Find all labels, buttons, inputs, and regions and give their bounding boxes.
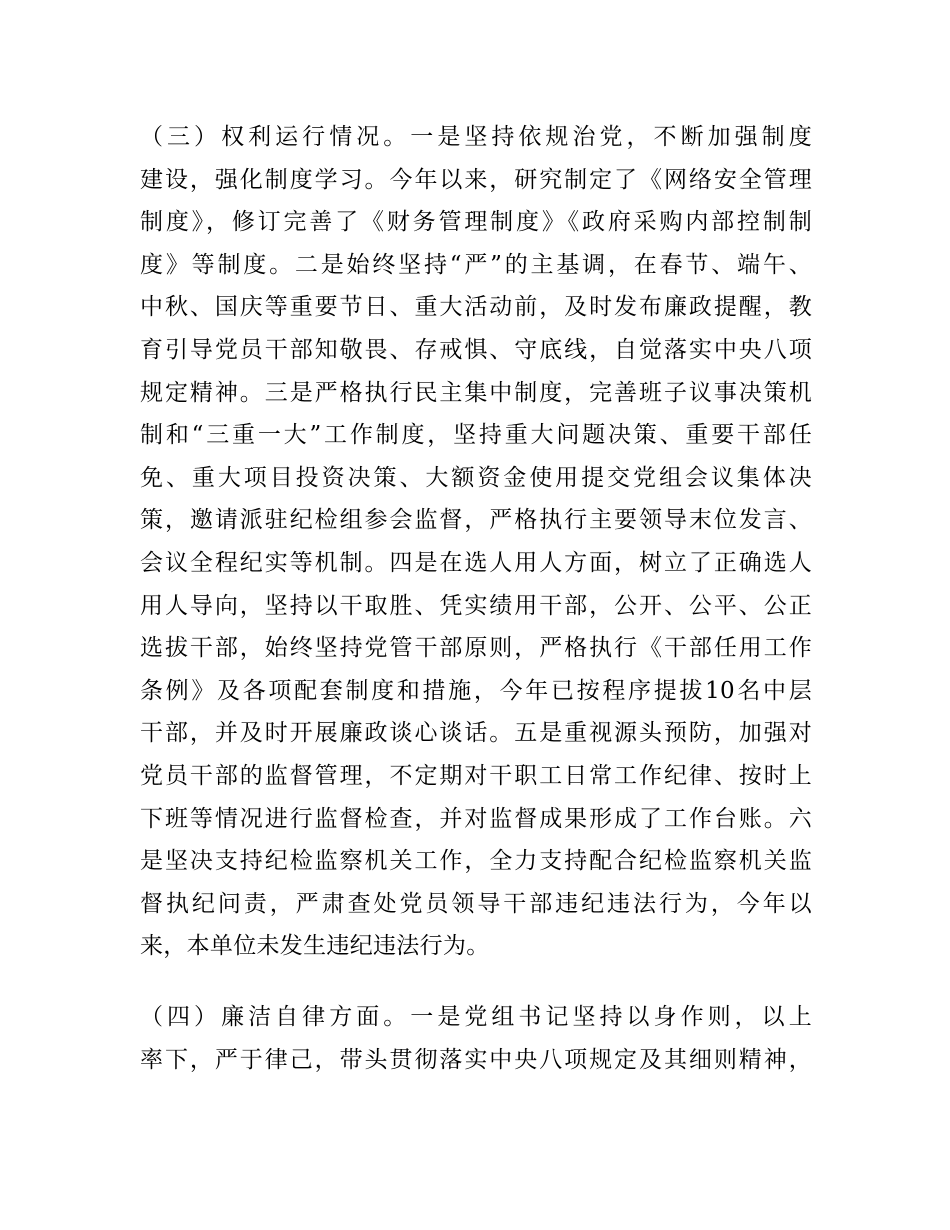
text-line: 度》等制度。二是始终坚持“严”的主基调，在春节、端午、 bbox=[140, 251, 812, 278]
text-line: 制和“三重一大”工作制度，坚持重大问题决策、重要干部任 bbox=[140, 422, 812, 449]
text-line: 免、重大项目投资决策、大额资金使用提交党组会议集体决 bbox=[140, 464, 812, 491]
text-line: 用人导向，坚持以干取胜、凭实绩用干部，公开、公平、公正 bbox=[140, 592, 812, 619]
text-line: 策，邀请派驻纪检组参会监督，严格执行主要领导末位发言、 bbox=[140, 507, 812, 534]
text-line: 率下，严于律己，带头贯彻落实中央八项规定及其细则精神， bbox=[140, 1046, 812, 1073]
paragraph-text bbox=[140, 116, 812, 968]
text-line: （三）权利运行情况。一是坚持依规治党，不断加强制度 bbox=[140, 124, 812, 150]
paragraph-text bbox=[140, 996, 812, 1081]
text-line: 党员干部的监督管理，不定期对干职工日常工作纪律、按时上 bbox=[140, 762, 812, 789]
text-line: 来，本单位未发生违纪违法行为。 bbox=[140, 933, 490, 960]
text-line: 是坚决支持纪检监察机关工作，全力支持配合纪检监察机关监 bbox=[140, 848, 812, 875]
text-line: 选拔干部，始终坚持党管干部原则，严格执行《干部任用工作 bbox=[140, 635, 812, 662]
text-line: 中秋、国庆等重要节日、重大活动前，及时发布廉政提醒，教 bbox=[140, 294, 812, 321]
text-line: 制度》，修订完善了《财务管理制度》《政府采购内部控制制 bbox=[140, 209, 812, 236]
text-line: 规定精神。三是严格执行民主集中制度，完善班子议事决策机 bbox=[140, 379, 812, 406]
text-line: 建设，强化制度学习。今年以来，研究制定了《网络安全管理 bbox=[140, 166, 812, 193]
text-line: 育引导党员干部知敬畏、存戒惧、守底线，自觉落实中央八项 bbox=[140, 336, 812, 363]
text-line: 会议全程纪实等机制。四是在选人用人方面，树立了正确选人 bbox=[140, 549, 812, 576]
text-line: （四）廉洁自律方面。一是党组书记坚持以身作则，以上 bbox=[140, 1004, 812, 1030]
paragraph-power-operation bbox=[140, 116, 812, 968]
text-line: 条例》及各项配套制度和措施，今年已按程序提拔10名中层 bbox=[140, 677, 812, 704]
text-line: 督执纪问责，严肃查处党员领导干部违纪违法行为，今年以 bbox=[140, 890, 812, 917]
paragraph-integrity-self-discipline bbox=[140, 996, 812, 1081]
text-line: 下班等情况进行监督检查，并对监督成果形成了工作台账。六 bbox=[140, 805, 812, 832]
text-line: 干部，并及时开展廉政谈心谈话。五是重视源头预防，加强对 bbox=[140, 720, 812, 747]
